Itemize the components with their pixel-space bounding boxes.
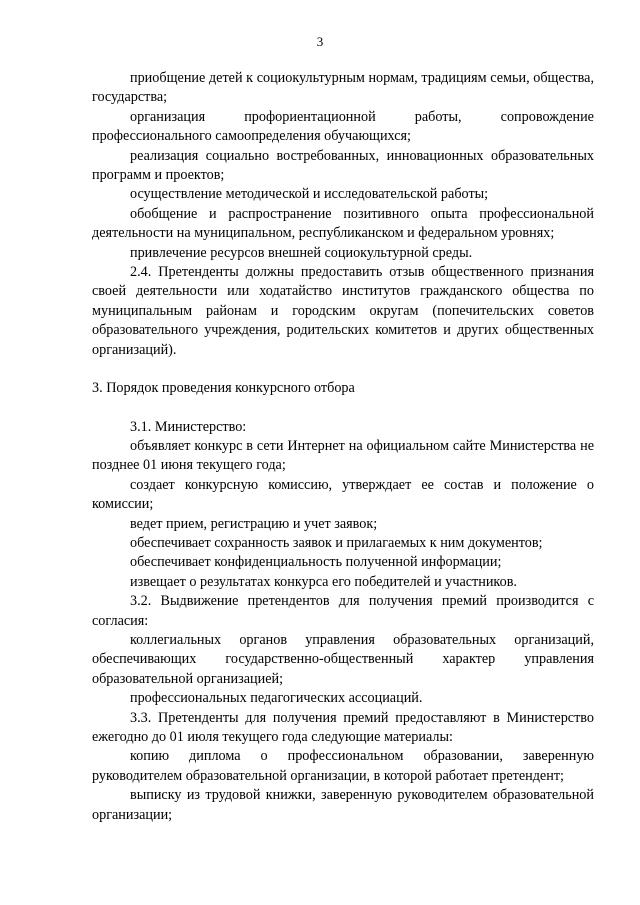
paragraph: обеспечивает конфиденциальность полученной информации; xyxy=(130,554,502,571)
section-heading: 3. Порядок проведения конкурсного отбора xyxy=(92,380,355,397)
paragraph: реализация социально востребованных, инновационных образовательных программ и проектов; xyxy=(92,147,594,184)
paragraph: 3.1. Министерство: xyxy=(130,418,247,435)
paragraph: 2.4. Претенденты должны предоставить отзыв общественного признания своей деятельности или ходатайство институтов гражданского общества по муниципальным районам и городским округам (попечительских советов образовательного учреждения, родительских комитетов и других общественных организаций). xyxy=(92,264,594,358)
paragraph: ведет прием, регистрацию и учет заявок; xyxy=(130,515,378,532)
page-number: 3 xyxy=(316,34,324,49)
paragraph: извещает о результатах конкурса его победителей и участников. xyxy=(130,573,517,590)
paragraph: 3.2. Выдвижение претендентов для получения премий производится с согласия: xyxy=(92,593,594,629)
paragraph: объявляет конкурс в сети Интернет на официальном сайте Министерства не позднее 01 июня текущего года; xyxy=(92,437,594,474)
paragraph: профессиональных педагогических ассоциаций. xyxy=(130,690,423,707)
paragraph: копию диплома о профессиональном образовании, заверенную руководителем образовательной организации, в которой работает претендент; xyxy=(92,748,594,784)
paragraph: обеспечивает сохранность заявок и прилагаемых к ним документов; xyxy=(130,534,543,551)
paragraph: организация профориентационной работы, сопровождение профессионального самоопределения обучающихся; xyxy=(92,108,594,145)
paragraph: выписку из трудовой книжки, заверенную руководителем образовательной организации; xyxy=(92,787,594,823)
paragraph: коллегиальных органов управления образовательных организаций, обеспечивающих государственно-общественный характер управления образовательной организацией; xyxy=(92,631,594,687)
paragraph: 3.3. Претенденты для получения премий предоставляют в Министерство ежегодно до 01 июля текущего года следующие материалы: xyxy=(92,709,594,745)
paragraph: создает конкурсную комиссию, утверждает ее состав и положение о комиссии; xyxy=(92,476,594,513)
document-body xyxy=(92,69,594,825)
paragraph: привлечение ресурсов внешней социокультурной среды. xyxy=(130,244,473,261)
paragraph: осуществление методической и исследовательской работы; xyxy=(130,186,489,203)
paragraph: приобщение детей к социокультурным нормам, традициям семьи, общества, государства; xyxy=(92,70,594,106)
paragraph: обобщение и распространение позитивного опыта профессиональной деятельности на муниципальном, республиканском и федеральном уровнях; xyxy=(92,205,594,242)
